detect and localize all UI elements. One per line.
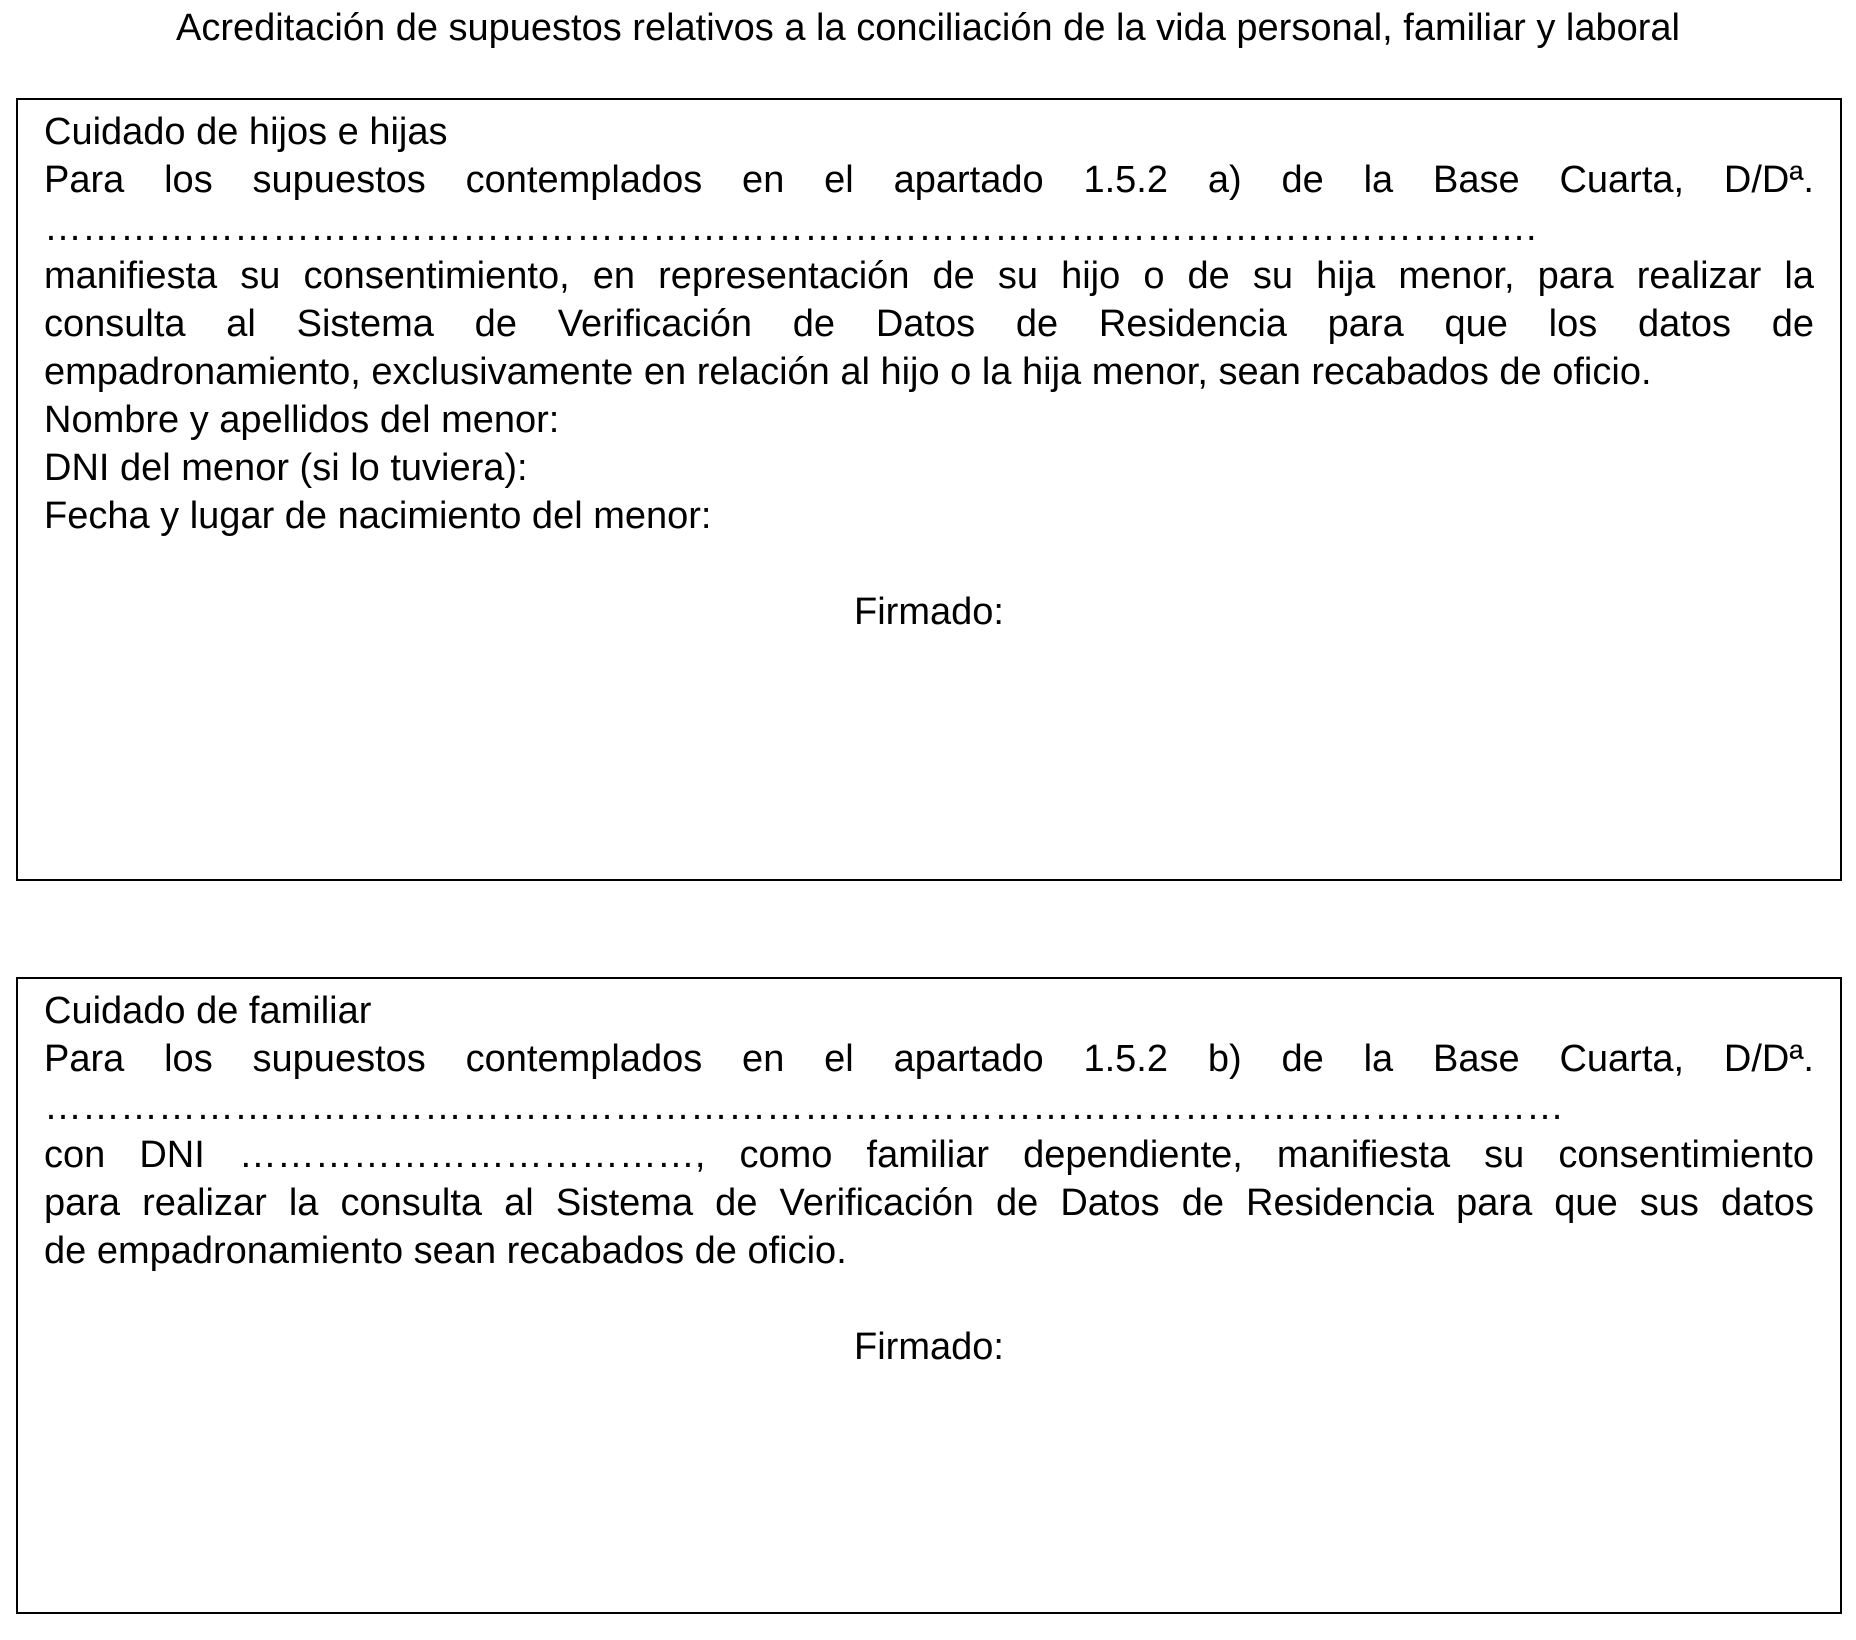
relative-care-section (16, 977, 1842, 1614)
minor-dni-field[interactable]: DNI del menor (si lo tuviera): (44, 447, 528, 489)
relative-care-consent-line-2: para realizar la consulta al Sistema de Verificación de Datos de Residencia para que sus datos (44, 1182, 1814, 1224)
children-care-consent-line-1: manifiesta su consentimiento, en representación de su hijo o de su hija menor, para realizar la (44, 255, 1814, 297)
children-care-name-blank[interactable]: ………………………………………………………………………………………………………. (44, 207, 1537, 249)
children-care-heading: Cuidado de hijos e hijas (44, 111, 448, 153)
children-care-consent-line-2: consulta al Sistema de Verificación de Datos de Residencia para que los datos de (44, 303, 1814, 345)
minor-name-field[interactable]: Nombre y apellidos del menor: (44, 399, 560, 441)
relative-care-signature-label: Firmado: (854, 1326, 1004, 1368)
relative-care-consent-line-3: de empadronamiento sean recabados de oficio. (44, 1230, 847, 1272)
document-title: Acreditación de supuestos relativos a la conciliación de la vida personal, familiar y laboral (176, 7, 1680, 49)
children-care-signature-label: Firmado: (854, 591, 1004, 633)
relative-care-intro: Para los supuestos contemplados en el apartado 1.5.2 b) de la Base Cuarta, D/Dª. (44, 1038, 1814, 1080)
relative-care-name-blank[interactable]: ………………………………………………………………………………………………………… (44, 1086, 1564, 1128)
minor-birth-field[interactable]: Fecha y lugar de nacimiento del menor: (44, 495, 712, 537)
children-care-section (16, 98, 1842, 881)
relative-care-heading: Cuidado de familiar (44, 990, 372, 1032)
children-care-consent-line-3: empadronamiento, exclusivamente en relación al hijo o la hija menor, sean recabados de oficio. (44, 351, 1652, 393)
children-care-intro: Para los supuestos contemplados en el apartado 1.5.2 a) de la Base Cuarta, D/Dª. (44, 159, 1814, 201)
relative-care-dni-line[interactable]: con DNI ………………………………, como familiar dependiente, manifiesta su consentimiento (44, 1134, 1814, 1176)
